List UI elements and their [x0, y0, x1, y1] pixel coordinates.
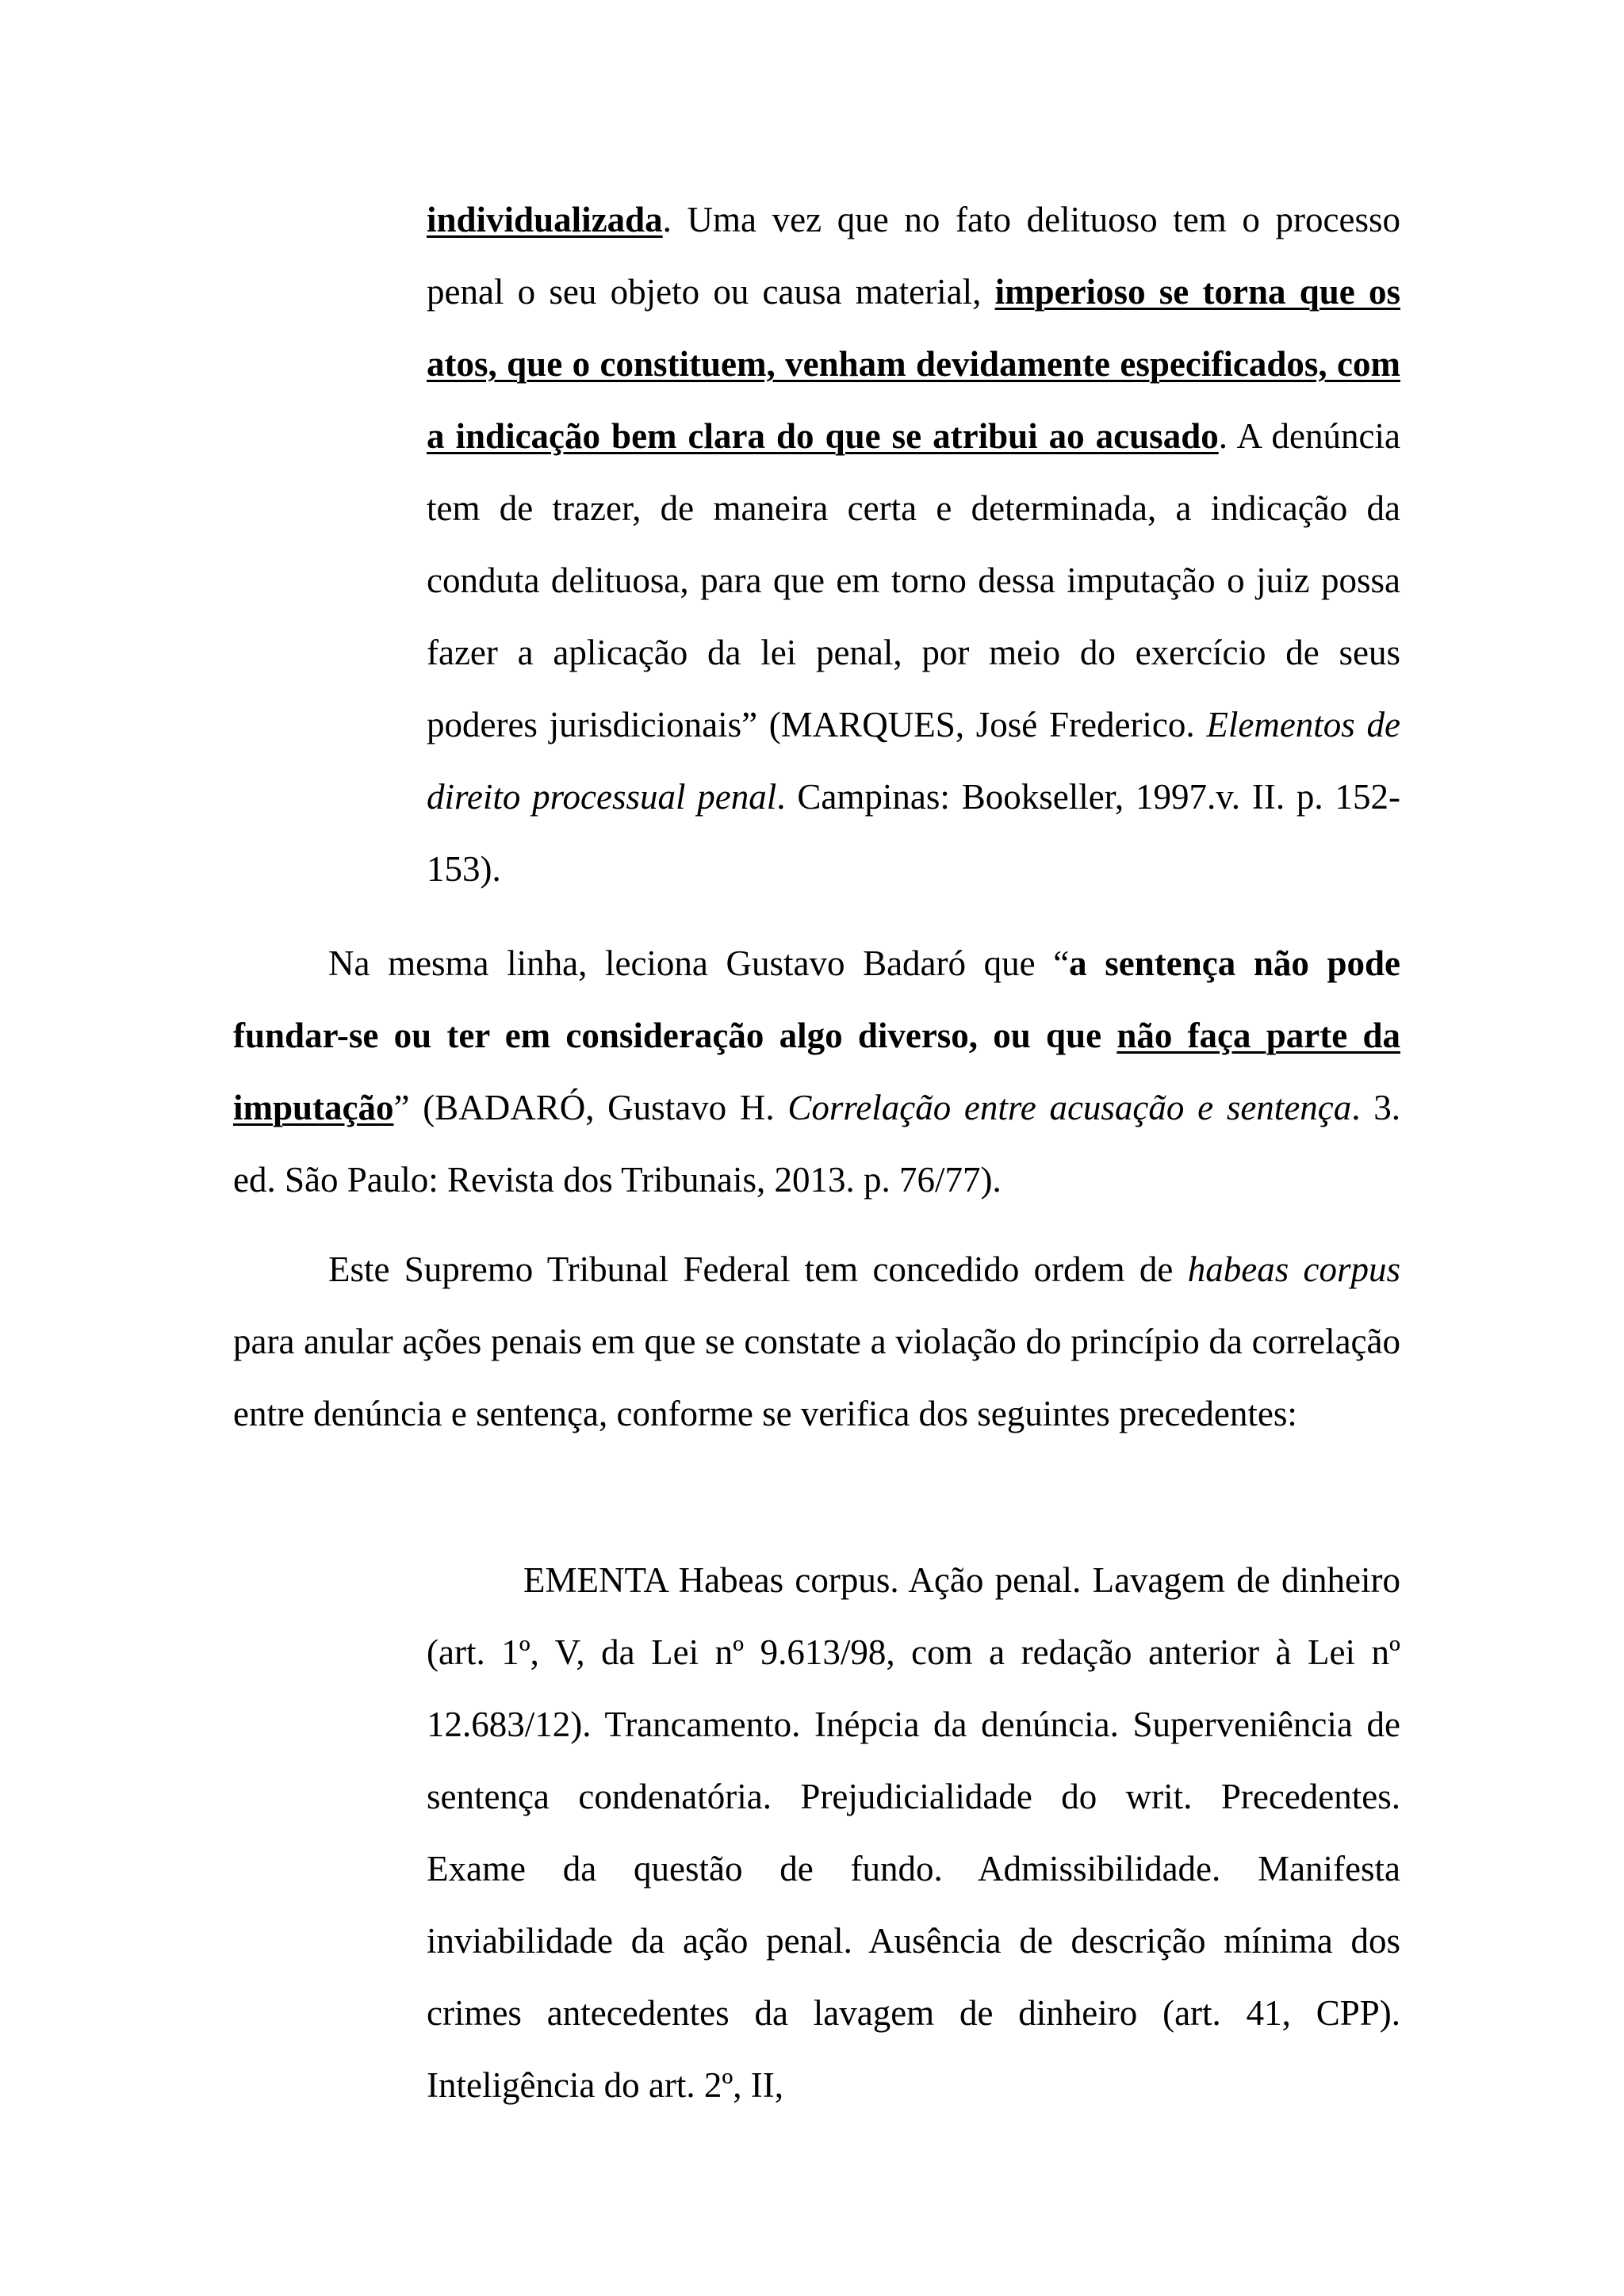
citation-text: . 3. ed. São Paulo: Revista dos Tribunais, 2013. p. 76/77).	[233, 1088, 1400, 1200]
citation-text: . Campinas: Bookseller, 1997.v. II. p. 152-153).	[427, 777, 1400, 889]
block-quote-marques	[427, 184, 1400, 905]
paragraph-text: para anular ações penais em que se constate a violação do princípio da correlação entre denúncia e sentença, conforme se verifica dos seguintes precedentes:	[233, 1322, 1400, 1433]
emphasis-imperioso: imperioso se torna que os atos, que o constituem, venham devidamente especificados, com a indicação bem clara do que se atribui ao acusado	[427, 272, 1400, 456]
block-quote-ementa: EMENTA Habeas corpus. Ação penal. Lavagem de dinheiro (art. 1º, V, da Lei nº 9.613/98, com a redação anterior à Lei nº 12.683/12). Trancamento. Inépcia da denúncia. Superveniência de sentença condenatória. Prejudicialidade do writ. Precedentes. Exame da questão de fundo. Admissibilidade. Manifesta inviabilidade da ação penal. Ausência de descrição mínima dos crimes antecedentes da lavagem de dinheiro (art. 41, CPP). Inteligência do art. 2º, II,	[427, 1560, 1400, 2105]
quote-text: . A denúncia tem de trazer, de maneira certa e determinada, a indicação da conduta delituosa, para que em torno dessa imputação o juiz possa fazer a aplicação da lei penal, por meio do exercício de seus poderes jurisdicionais” (MARQUES, José Frederico.	[427, 416, 1400, 744]
paragraph-text: Este Supremo Tribunal Federal tem concedido ordem de	[328, 1249, 1188, 1289]
paragraph-badaro	[233, 928, 1400, 1216]
emphasis-imputacao: não faça parte da imputação	[233, 1016, 1400, 1127]
citation-text: ” (BADARÓ, Gustavo H.	[393, 1088, 788, 1127]
emphasis-sentenca: a sentença não pode fundar-se ou ter em consideração algo diverso, ou que	[233, 943, 1400, 1055]
paragraph-text: Na mesma linha, leciona Gustavo Badaró que “	[328, 943, 1070, 983]
latin-term: habeas corpus	[1187, 1249, 1401, 1289]
book-title: Correlação entre acusação e sentença	[787, 1088, 1352, 1127]
quote-text: . Uma vez que no fato delituoso tem o processo penal o seu objeto ou causa material,	[427, 200, 1400, 312]
book-title: Elementos de direito processual penal	[427, 705, 1401, 817]
paragraph-stf	[233, 1234, 1400, 1450]
emphasis-individualizada: individualizada	[427, 200, 663, 239]
